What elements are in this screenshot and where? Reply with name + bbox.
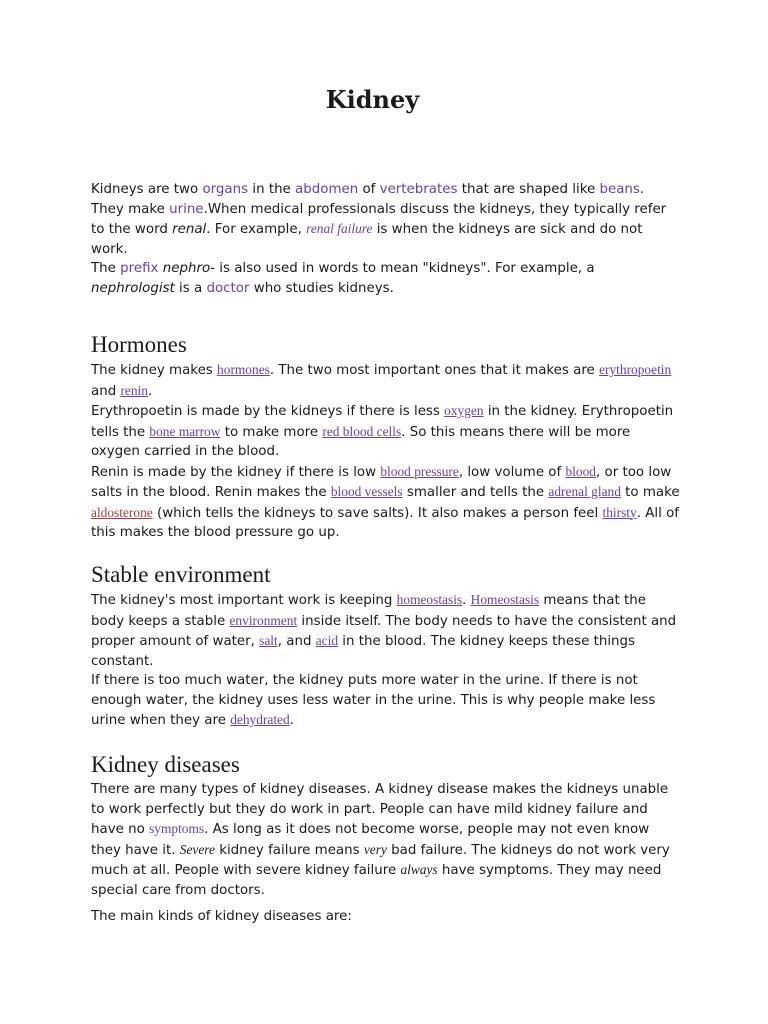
link-oxygen[interactable]: oxygen — [444, 403, 484, 418]
link-organs[interactable]: organs — [202, 182, 249, 197]
hormones-section — [91, 332, 681, 543]
link-doctor[interactable]: doctor — [206, 280, 250, 296]
link-bone-marrow[interactable]: bone marrow — [149, 423, 221, 439]
stable-environment-section — [91, 562, 681, 731]
nephrologist-term: nephrologist — [91, 280, 175, 296]
link-salt[interactable]: salt — [259, 633, 278, 648]
link-abdomen[interactable]: abdomen — [295, 182, 359, 197]
kidney-diseases-heading: Kidney diseases — [91, 752, 240, 777]
link-hormones[interactable]: hormones — [217, 362, 270, 377]
hormones-paragraph: The kidney makes hormones. The two most important ones that it makes are erythropoetin and renin. Erythropoetin is made by the kidneys if there is less oxygen in the kidney. Erythropoetin tells the bone marrow to make more red blood cells. So this means there will be more oxygen carried in the blood. Renin is made by the kidney if there is low blood pressure, low volume of blood, or too low salts in the blood. Renin makes the blood vessels smaller and tells the adrenal gland to make aldosterone (which tells the kidneys to save salts). It also makes a person feel thirsty. All of this makes the blood pressure go up. — [91, 362, 680, 540]
link-thirsty[interactable]: thirsty — [602, 504, 637, 520]
link-urine[interactable]: urine — [169, 201, 204, 217]
link-blood-pressure[interactable]: blood pressure — [380, 463, 459, 479]
link-environment[interactable]: environment — [229, 612, 298, 628]
nephro-term: nephro- — [162, 261, 215, 276]
intro-paragraph: Kidneys are two organs in the abdomen of vertebrates that are shaped like beans. They make urine.When medical professionals discuss the kidneys, they typically refer to the word renal. For example, renal failure is when the kidneys are sick and do not work. The prefix nephro- is also used in words to mean "kidneys". For example, a nephrologist is a doctor who studies kidneys. — [91, 182, 667, 296]
always-term: always — [400, 862, 438, 877]
link-red-blood-cells[interactable]: red blood cells — [322, 423, 402, 439]
link-dehydrated[interactable]: dehydrated — [230, 712, 290, 727]
kidney-diseases-paragraph: There are many types of kidney diseases. A kidney disease makes the kidneys unable to work perfectly but they do work in part. People can have mild kidney failure and have no symptoms. As long as it does not become worse, people may not even know they have it. Severe kidney failure means very bad failure. The kidneys do not work very much at all. People with severe kidney failure always have symptoms. They may need special care from doctors. — [91, 782, 670, 898]
link-erythropoetin[interactable]: erythropoetin — [599, 362, 672, 377]
intro-section — [91, 180, 681, 298]
page-title: Kidney — [325, 85, 420, 114]
severe-term: Severe — [179, 841, 215, 857]
stable-environment-paragraph: The kidney's most important work is keeping homeostasis. Homeostasis means that the body keeps a stable environment inside itself. The body needs to have the consistent and proper amount of water, salt, and acid in the blood. The kidney keeps these things constant. If there is too much water, the kidney puts more water in the urine. If there is not enough water, the kidney uses less water in the urine. This is why people make less urine when they are dehydrated. — [91, 592, 677, 728]
renal-term: renal — [172, 222, 207, 237]
hormones-heading: Hormones — [91, 332, 187, 357]
link-renin[interactable]: renin — [120, 382, 148, 398]
link-homeostasis[interactable]: homeostasis — [396, 592, 463, 607]
link-homeostasis-2[interactable]: Homeostasis — [470, 592, 540, 607]
link-vertebrates[interactable]: vertebrates — [379, 182, 458, 197]
link-blood[interactable]: blood — [565, 463, 596, 479]
kidney-diseases-list-intro: The main kinds of kidney diseases are: — [91, 909, 352, 924]
link-symptoms[interactable]: symptoms — [149, 821, 205, 836]
kidney-diseases-section — [91, 752, 681, 927]
link-beans[interactable]: beans — [599, 182, 640, 197]
link-aldosterone[interactable]: aldosterone — [91, 504, 153, 520]
very-term: very — [363, 841, 387, 857]
link-prefix[interactable]: prefix — [120, 261, 159, 276]
stable-environment-heading: Stable environment — [91, 562, 271, 587]
link-renal-failure[interactable]: renal failure — [306, 221, 373, 236]
link-blood-vessels[interactable]: blood vessels — [330, 484, 403, 499]
link-adrenal-gland[interactable]: adrenal gland — [548, 484, 621, 499]
link-acid[interactable]: acid — [315, 633, 339, 648]
